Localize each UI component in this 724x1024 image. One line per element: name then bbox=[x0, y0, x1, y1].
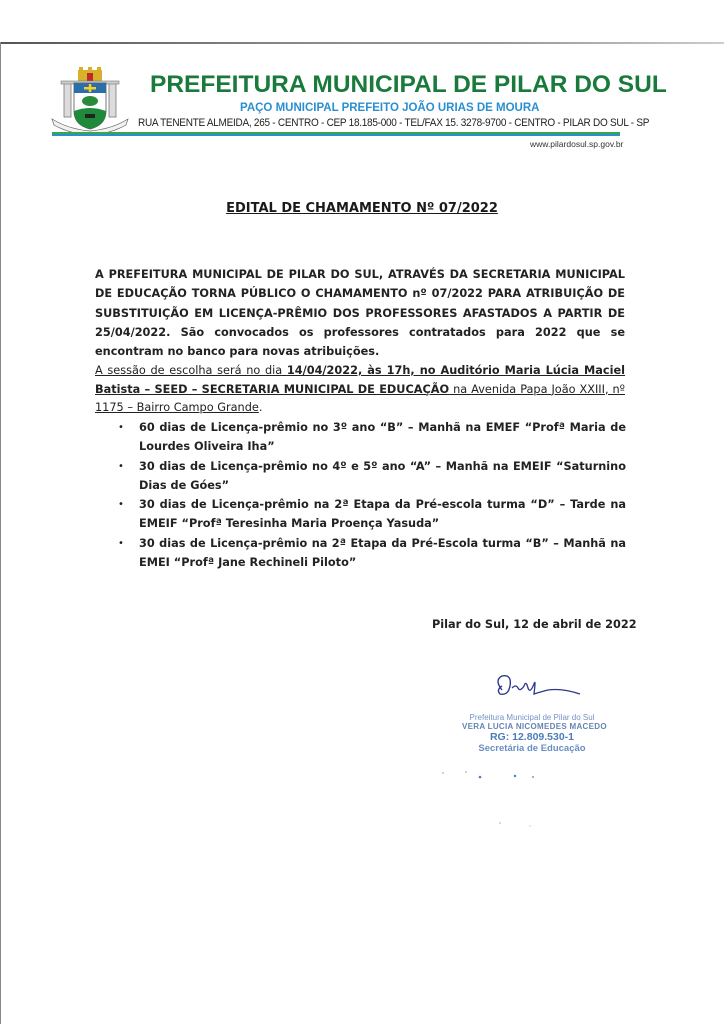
session-text-3: na bbox=[449, 382, 472, 396]
bullet-icon: • bbox=[118, 499, 124, 511]
scan-border-top bbox=[0, 42, 724, 44]
list-item bbox=[118, 534, 626, 573]
header-subtitle: PAÇO MUNICIPAL PREFEITO JOÃO URIAS DE MOURA bbox=[240, 102, 540, 114]
stamp-line-2: VERA LUCIA NICOMEDES MACEDO bbox=[462, 722, 607, 731]
scan-border-left bbox=[0, 42, 1, 1024]
session-text-2: 14/04/2022, às 17h, no Auditório Maria Lúcia Maciel Batista – SEED – SECRETARIA MUNICIPAL DE EDUCAÇÃO bbox=[95, 364, 625, 396]
bullet-icon: • bbox=[118, 537, 124, 549]
handwritten-signature-icon bbox=[490, 672, 590, 708]
list-item-text: 60 dias de Licença-prêmio no 3º ano “B” – Manhã na EMEF “Profª Maria de Lourdes Oliveira Iha” bbox=[139, 421, 626, 454]
bullet-icon: • bbox=[118, 422, 124, 433]
session-text-4: Avenida Papa João XXIII, nº 1175 – Bairro Campo Grande bbox=[95, 382, 626, 414]
official-stamp bbox=[462, 713, 607, 754]
list-item-text: 30 dias de Licença-prêmio na 2ª Etapa da Pré-escola turma “D” – Tarde na EMEIF “Profª Teresinha Maria Proença Yasuda” bbox=[139, 498, 626, 531]
stamp-line-4: Secretária de Educação bbox=[478, 743, 586, 754]
list-item bbox=[118, 457, 626, 496]
list-item-text: 30 dias de Licença-prêmio na 2ª Etapa da Pré-Escola turma “B” – Manhã na EMEI “Profª Jane Rechineli Piloto” bbox=[139, 536, 626, 570]
date-line: Pilar do Sul, 12 de abril de 2022 bbox=[432, 618, 637, 631]
stamp-line-3: RG: 12.809.530-1 bbox=[489, 731, 575, 743]
header-website: www.pilardosul.sp.gov.br bbox=[530, 139, 624, 149]
list-item-text: 30 dias de Licença-prêmio no 4º e 5º ano “A” – Manhã na EMEIF “Saturnino Dias de Góes” bbox=[139, 459, 626, 492]
header-rule-blue bbox=[52, 134, 620, 136]
session-text-5: . bbox=[258, 401, 263, 414]
bullet-icon: • bbox=[118, 460, 124, 472]
list-item bbox=[118, 418, 626, 457]
vacancy-list bbox=[118, 418, 626, 572]
header-address: RUA TENENTE ALMEIDA, 265 - CENTRO - CEP 18.185-000 - TEL/FAX 15. 3278-9700 - CENTRO - PILAR DO SUL - SP bbox=[138, 117, 650, 129]
intro-paragraph: A PREFEITURA MUNICIPAL DE PILAR DO SUL, ATRAVÉS DA SECRETARIA MUNICIPAL DE EDUCAÇÃO TORNA PÚBLICO O CHAMAMENTO nº 07/2022 PARA ATRIBUIÇÃO DE SUBSTITUIÇÃO EM LICENÇA-PRÊMIO DOS PROFESSORES AFASTADOS A PARTIR DE 25/04/2022. São convocados os professores contratados para 2022 que se encontram no banco para novas atribuições. bbox=[95, 268, 625, 359]
document-title: EDITAL DE CHAMAMENTO Nº 07/2022 bbox=[226, 201, 498, 216]
session-text-1: A sessão de escolha será no dia bbox=[95, 364, 287, 377]
stamp-line-1: Prefeitura Municipal de Pilar do Sul bbox=[469, 713, 595, 722]
coat-of-arms-icon bbox=[48, 67, 132, 135]
scan-specks bbox=[440, 770, 560, 840]
session-paragraph bbox=[95, 362, 625, 418]
header-title: PREFEITURA MUNICIPAL DE PILAR DO SUL bbox=[150, 71, 667, 98]
list-item bbox=[118, 495, 626, 534]
